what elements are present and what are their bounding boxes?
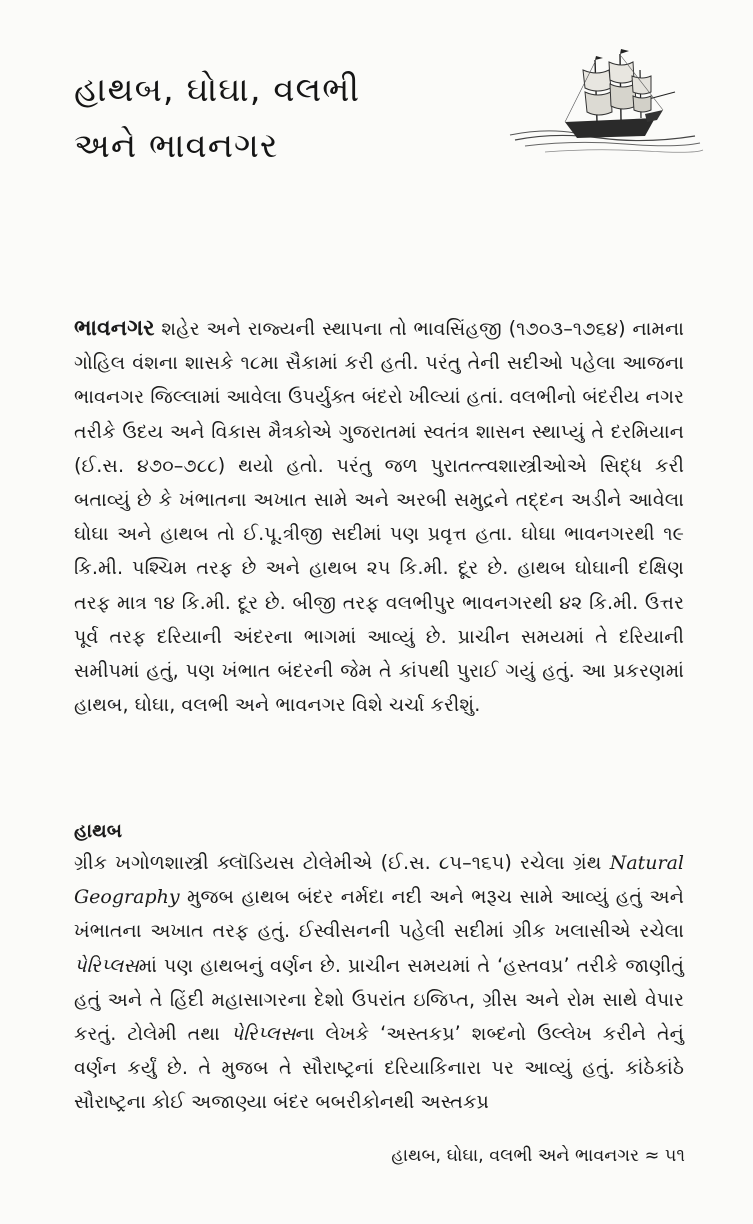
section-heading: હાથબ: [74, 820, 122, 842]
chapter-title-line-2: અને ભાવનગર: [74, 126, 279, 166]
page-footer: [391, 1143, 685, 1169]
section-text-b: મુજબ હાથબ બંદર નર્મદા નદી અને ભરૂચ સામે આવ્યું હતું અને ખંભાતના અખાત તરફ હતું. ઈસ્વીસનની પહેલી સદીમાં ગ્રીક ખલાસીએ રચેલા: [74, 885, 684, 943]
intro-lead-word: ભાવનગર: [74, 316, 155, 341]
periplus-reference-2: પેરિપ્લસ: [230, 1022, 296, 1046]
periplus-reference-1: પેરિપ્લસ: [74, 953, 139, 977]
section-text-a: ગ્રીક ખગોળશાસ્ત્રી ક્લૉડિયસ ટોલેમીએ (ઈ.સ. ૮૫–૧૬૫) રચેલા ગ્રંથ: [74, 851, 610, 874]
chapter-title-line-1: હાથબ, ઘોઘા, વલભી: [74, 70, 361, 110]
section-text-d: ના લેખકે ‘અસ્તકપ્ર’ શબ્દનો ઉલ્લેખ કરીને તેનું વર્ણન કર્યું છે. તે મુજબ તે સૌરાષ્ટ્રનાં દરિયાકિનારા પર આવ્યું હતું. કાંઠેકાંઠે સૌરાષ્ટ્રના કોઈ અજાણ્યા બંદર બબરીકોનથી અસ્તકપ્ર: [74, 1022, 684, 1114]
section-text-c: માં પણ હાથબનું વર્ણન છે. પ્રાચીન સમયમાં તે ‘હસ્તવપ્ર’ તરીકે જાણીતું હતું અને તે હિંદી મહાસાગરના દેશો ઉપરાંત ઇજિપ્ત, ગ્રીસ અને રોમ સાથે વેપાર કરતું. ટોલેમી તથા: [74, 953, 684, 1046]
intro-paragraph: [74, 312, 684, 722]
section-paragraph: [74, 846, 684, 1120]
footer-separator: ≈: [644, 1146, 660, 1166]
page-number: ૫૧: [664, 1146, 685, 1166]
running-title: હાથબ, ઘોઘા, વલભી અને ભાવનગર: [391, 1146, 640, 1166]
sailing-ship-icon: [505, 40, 705, 160]
book-title-latin: Natural Geography: [74, 852, 684, 909]
chapter-title: [74, 62, 360, 174]
intro-text: શહેર અને રાજ્યની સ્થાપના તો ભાવસિંહજી (૧૭૦૩–૧૭૬૪) નામના ગોહિલ વંશના શાસકે ૧૮મા સૈકામાં કરી હતી. પરંતુ તેની સદીઓ પહેલા આજના ભાવનગર જિલ્લામાં આવેલા ઉપર્યુક્ત બંદરો ખીલ્યાં હતાં. વલભીનો બંદરીય નગર તરીકે ઉદય અને વિકાસ મૈત્રકોએ ગુજરાતમાં સ્વતંત્ર શાસન સ્થાપ્યું તે દરમિયાન (ઈ.સ. ૪૭૦–૭૮૮) થયો હતો. પરંતુ જળ પુરાતત્ત્વશાસ્ત્રીઓએ સિદ્ધ કરી બતાવ્યું છે કે ખંભાતના અખાત સામે અને અરબી સમુદ્રને તદ્દન અડીને આવેલા ઘોઘા અને હાથબ તો ઈ.પૂ.ત્રીજી સદીમાં પણ પ્રવૃત્ત હતા. ઘોઘા ભાવનગરથી ૧૯ કિ.મી. પશ્ચિમ તરફ છે અને હાથબ ૨૫ કિ.મી. દૂર છે. હાથબ ઘોઘાની દક્ષિણ તરફ માત્ર ૧૪ કિ.મી. દૂર છે. બીજી તરફ વલભીપુર ભાવનગરથી ૪૨ કિ.મી. ઉત્તર પૂર્વ તરફ દરિયાની અંદરના ભાગમાં આવ્યું છે. પ્રાચીન સમયમાં તે દરિયાની સમીપમાં હતું, પણ ખંભાત બંદરની જેમ તે કાંપથી પુરાઈ ગયું હતું. આ પ્રકરણમાં હાથબ, ઘોઘા, વલભી અને ભાવનગર વિશે ચર્ચા કરીશું.: [74, 317, 684, 717]
